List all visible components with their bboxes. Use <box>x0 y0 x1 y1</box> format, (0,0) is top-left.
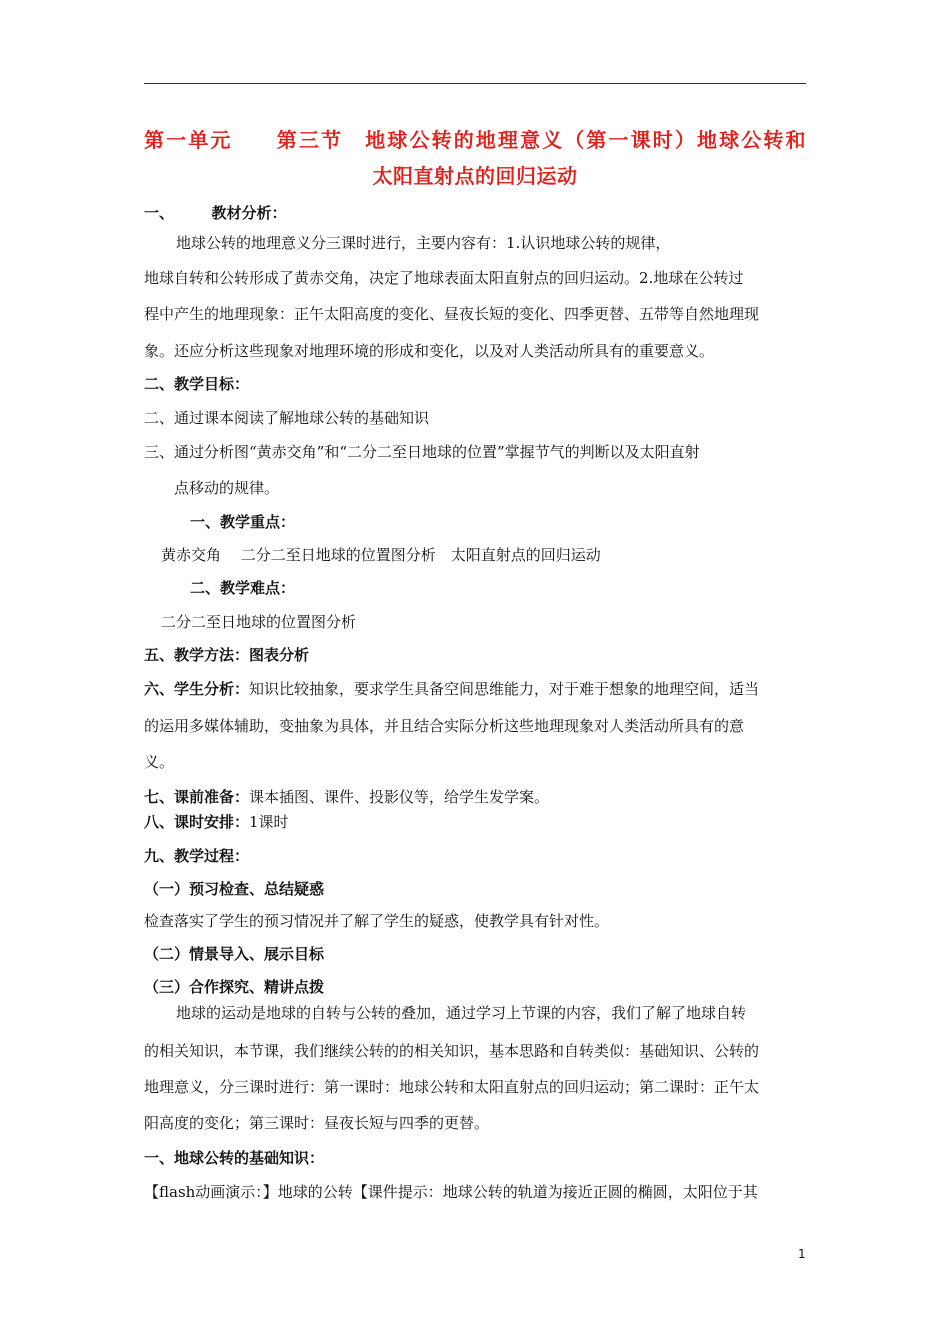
page-number: 1 <box>798 1247 806 1261</box>
schedule-text: 1课时 <box>249 813 289 831</box>
preparation-line <box>144 787 549 807</box>
basic-knowledge-heading: 一、地球公转的基础知识： <box>144 1149 325 1167</box>
student-analysis-line-2: 的运用多媒体辅助，变抽象为具体，并且结合实际分析这些地理现象对人类活动所具有的意 <box>144 717 745 735</box>
student-analysis-heading: 六、学生分析： <box>144 680 250 698</box>
step-3-line-1: 地球的运动是地球的自转与公转的叠加，通过学习上节课的内容，我们了解了地球自转 <box>176 1004 747 1022</box>
preparation-heading: 七、课前准备： <box>144 788 250 806</box>
analysis-line-4: 象。还应分析这些现象对地理环境的形成和变化，以及对人类活动所具有的重要意义。 <box>144 342 715 360</box>
analysis-line-3: 程中产生的地理现象：正午太阳高度的变化、昼夜长短的变化、四季更替、五带等自然地理现 <box>144 305 760 323</box>
step-1-heading: （一）预习检查、总结疑惑 <box>144 880 325 898</box>
schedule-line <box>144 812 289 832</box>
section-heading-goals: 二、教学目标： <box>144 375 250 393</box>
difficulty-heading: 二、教学难点： <box>190 579 296 597</box>
analysis-line-1: 地球公转的地理意义分三课时进行，主要内容有：1.认识地球公转的规律， <box>176 234 671 252</box>
schedule-heading: 八、课时安排： <box>144 813 250 831</box>
preparation-text: 课本插图、课件、投影仪等，给学生发学案。 <box>249 788 550 806</box>
step-1-text: 检查落实了学生的预习情况并了解了学生的疑惑，使教学具有针对性。 <box>144 912 610 930</box>
step-3-heading: （三）合作探究、精讲点拨 <box>144 978 325 996</box>
goal-line-1: 二、通过课本阅读了解地球公转的基础知识 <box>144 409 430 427</box>
step-3-line-3: 地理意义，分三课时进行：第一课时：地球公转和太阳直射点的回归运动；第二课时：正午太 <box>144 1078 760 1096</box>
header-rule <box>144 83 806 84</box>
doc-title-line2: 太阳直射点的回归运动 <box>372 164 578 188</box>
process-heading: 九、教学过程： <box>144 847 250 865</box>
difficulty-text: 二分二至日地球的位置图分析 <box>161 613 357 631</box>
analysis-line-2: 地球自转和公转形成了黄赤交角，决定了地球表面太阳直射点的回归运动。2.地球在公转过 <box>144 269 744 287</box>
step-3-line-2: 的相关知识，本节课，我们继续公转的的相关知识，基本思路和自转类似：基础知识、公转的 <box>144 1042 760 1060</box>
goal-line-2-cont: 点移动的规律。 <box>174 479 280 497</box>
key-points-heading: 一、教学重点： <box>190 513 296 531</box>
goal-line-2: 三、通过分析图“黄赤交角”和“二分二至日地球的位置”掌握节气的判断以及太阳直射 <box>144 443 700 461</box>
basic-knowledge-text: 【flash动画演示：】地球的公转【课件提示：地球公转的轨道为接近正圆的椭圆，太阳位于其 <box>144 1183 758 1201</box>
section-heading-analysis: 一、 教材分析： <box>144 204 287 222</box>
key-points-text: 黄赤交角 二分二至日地球的位置图分析 太阳直射点的回归运动 <box>161 546 601 564</box>
student-analysis-text: 知识比较抽象，要求学生具备空间思维能力，对于难于想象的地理空间，适当 <box>249 680 760 698</box>
doc-title-line1: 第一单元 第三节 地球公转的地理意义（第一课时）地球公转和 <box>144 128 806 152</box>
step-2-heading: （二）情景导入、展示目标 <box>144 945 325 963</box>
method-heading: 五、教学方法：图表分析 <box>144 646 310 664</box>
step-3-line-4: 阳高度的变化；第三课时：昼夜长短与四季的更替。 <box>144 1114 490 1132</box>
student-analysis-line-3: 义。 <box>144 753 175 771</box>
student-analysis-line-1 <box>144 679 759 699</box>
